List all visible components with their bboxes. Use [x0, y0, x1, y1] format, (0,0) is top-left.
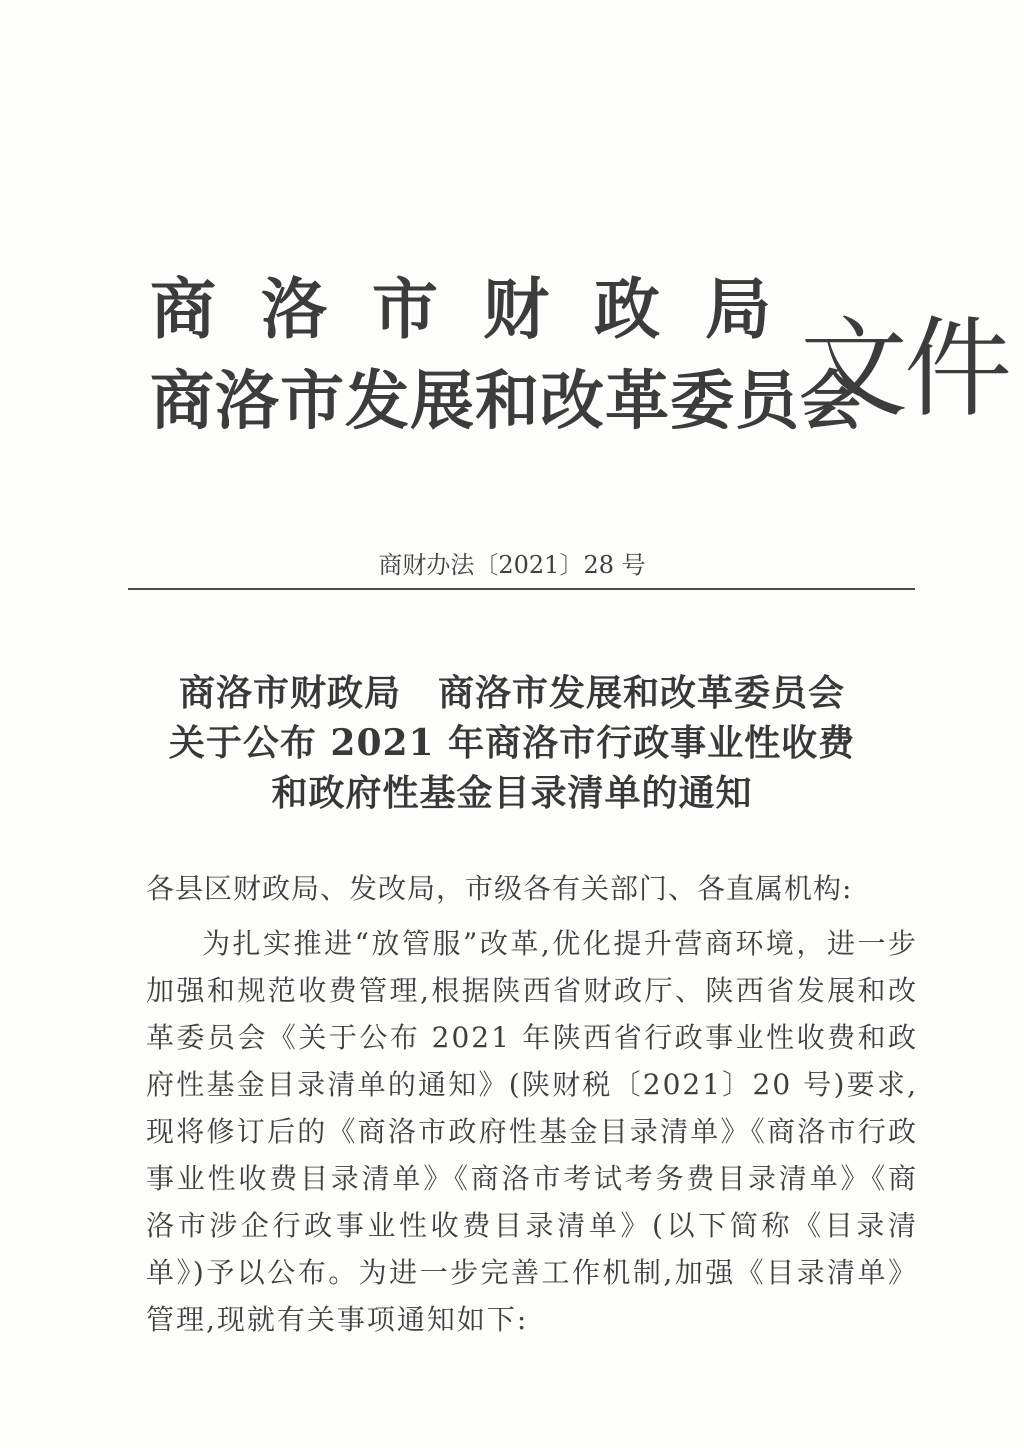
- title-line-2: 关于公布 2021 年商洛市行政事业性收费: [168, 722, 856, 764]
- document-number: 商财办法〔2021〕28 号: [378, 551, 646, 579]
- document-label: 文件: [800, 307, 1009, 432]
- title-line-3: 和政府性基金目录清单的通知: [271, 772, 753, 814]
- title-line-1: 商洛市财政局 商洛市发展和改革委员会: [178, 672, 845, 714]
- notice-body: [146, 866, 918, 1343]
- issuing-agency-finance-bureau: 商洛市财政局: [150, 270, 816, 348]
- header-divider: [128, 588, 915, 590]
- issuing-agency-development-commission: 商洛市发展和改革委员会: [150, 364, 865, 439]
- notice-title: [0, 668, 1024, 818]
- salutation: 各县区财政局、发改局，市级各有关部门、各直属机构:: [146, 872, 853, 905]
- body-paragraph: 为扎实推进“放管服”改革,优化提升营商环境，进一步加强和规范收费管理,根据陕西省财政厅、陕西省发展和改革委员会《关于公布 2021 年陕西省行政事业性收费和政府性基金目录清单的通知》(陕财税〔2021〕20 号)要求,现将修订后的《商洛市政府性基金目录清单》《商洛市行政事业性收费目录清单》《商洛市考试考务费目录清单》《商洛市涉企行政事业性收费目录清单》(以下简称《目录清单》)予以公布。为进一步完善工作机制,加强《目录清单》管理,现就有关事项通知如下:: [146, 927, 918, 1336]
